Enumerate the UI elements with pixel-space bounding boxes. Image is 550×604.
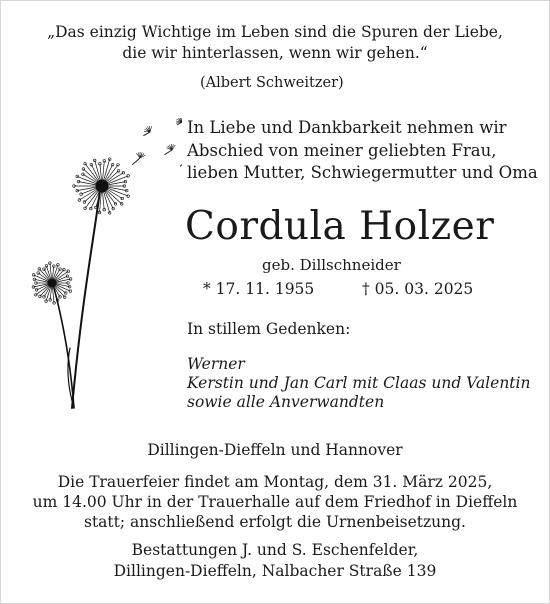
quote-line-2: die wir hinterlassen, wenn wir gehen.“ [122, 44, 428, 62]
undertaker-line-2: Dillingen-Dieffeln, Nalbacher Straße 139 [113, 562, 437, 580]
mourners-heading: In stillem Gedenken: [187, 320, 351, 338]
quote-line-1: „Das einzig Wichtige im Leben sind die Spuren der Liebe, [47, 23, 503, 41]
birth-name: geb. Dillschneider [262, 256, 401, 274]
dandelion-icon [22, 118, 182, 413]
service-line-2: um 14.00 Uhr in der Trauerhalle auf dem Friedhof in Dieffeln [32, 493, 518, 511]
service-line-1: Die Trauerfeier findet am Montag, dem 31. März 2025, [57, 473, 493, 491]
death-date: † 05. 03. 2025 [362, 280, 474, 298]
intro-line-1: In Liebe und Dankbarkeit nehmen wir [187, 118, 507, 137]
birth-date: * 17. 11. 1955 [203, 280, 315, 298]
mourner-line: Kerstin und Jan Carl mit Claas und Valentin [187, 374, 531, 392]
undertaker-line-1: Bestattungen J. und S. Eschenfelder, [131, 541, 419, 559]
mourner-line: sowie alle Anverwandten [187, 393, 385, 411]
quote-author: (Albert Schweitzer) [200, 75, 344, 91]
intro-line-2: Abschied von meiner geliebten Frau, [187, 141, 497, 160]
deceased-name: Cordula Holzer [185, 204, 495, 249]
service-line-3: statt; anschließend erfolgt die Urnenbeisetzung. [84, 513, 466, 531]
places: Dillingen-Dieffeln und Hannover [147, 441, 403, 459]
intro-line-3: lieben Mutter, Schwiegermutter und Oma [187, 163, 538, 182]
mourner-line: Werner [187, 355, 245, 373]
